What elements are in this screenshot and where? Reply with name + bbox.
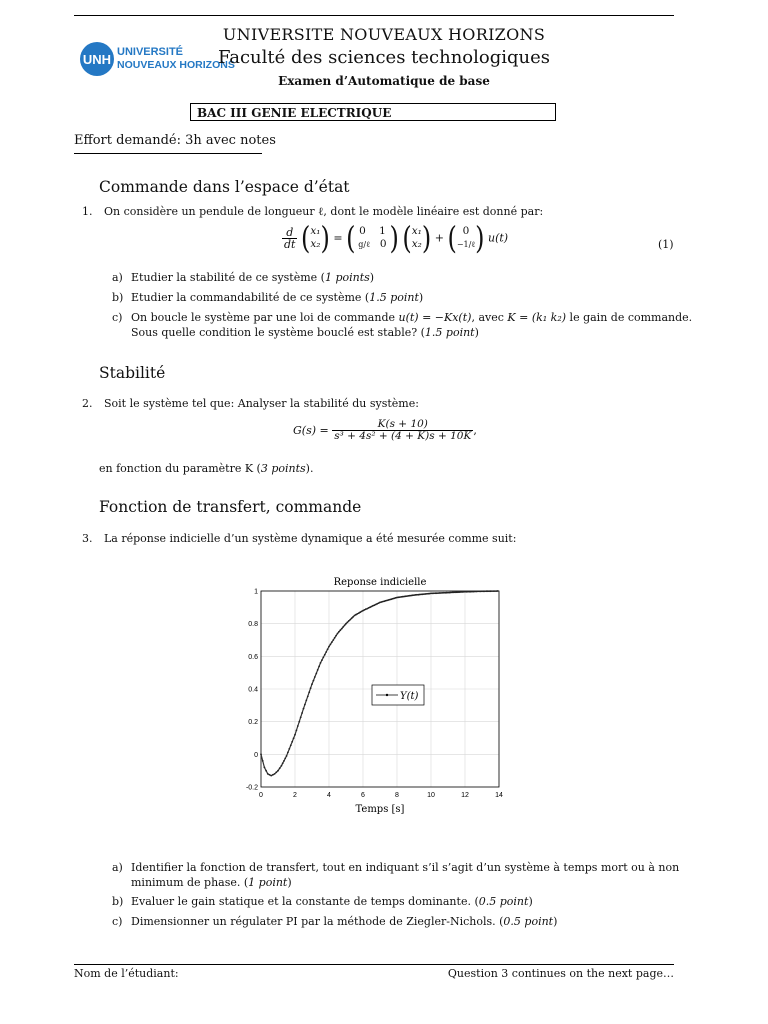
- data-point: [315, 673, 317, 675]
- q3b-label: b): [112, 895, 124, 908]
- matrix-a: 0 1 g/ℓ 0: [358, 225, 387, 250]
- derivative-operator: $\frac{d}{dt}$: [284, 225, 296, 251]
- tf-denominator: s³ + 4s² + (4 + K)s + 10K: [334, 430, 472, 442]
- data-point: [291, 741, 293, 743]
- data-point: [279, 767, 281, 769]
- x-tick-label: 6: [361, 792, 365, 799]
- y-tick-label: 0.4: [248, 686, 258, 694]
- data-point: [272, 774, 274, 776]
- chart-title: Reponse indicielle: [333, 577, 427, 588]
- data-point: [345, 623, 347, 625]
- data-point: [304, 704, 306, 706]
- data-point: [335, 635, 337, 637]
- data-point: [349, 619, 351, 621]
- data-point: [267, 773, 269, 775]
- y-tick-label: 0.8: [248, 621, 258, 629]
- q3a-line1: Identifier la fonction de transfert, tout en indiquant s’il s’agit d’un système à temps mort ou à non: [131, 861, 680, 874]
- x-tick-label: 10: [427, 792, 435, 799]
- footer-student-name: Nom de l’étudiant:: [74, 967, 179, 980]
- q3c-text: Dimensionner un régulater PI par la méthode de Ziegler-Nichols. (0.5 point): [131, 915, 558, 928]
- data-point: [314, 676, 316, 678]
- data-point: [275, 771, 277, 773]
- logo-line1: UNIVERSITÉ: [117, 46, 184, 58]
- data-point: [342, 626, 344, 628]
- class-box: BAC III GENIE ELECTRIQUE: [190, 103, 556, 121]
- data-point: [347, 621, 349, 623]
- step-response-chart: [235, 570, 525, 820]
- q1-number: 1.: [82, 205, 93, 218]
- x-tick-label: 2: [293, 792, 297, 799]
- x-tick-label: 14: [495, 792, 503, 799]
- data-point: [297, 725, 299, 727]
- data-point: [328, 646, 330, 648]
- q2-after: en fonction du paramètre K (3 points).: [99, 462, 314, 475]
- data-point: [298, 721, 300, 723]
- q1a-label: a): [112, 271, 123, 284]
- legend-label: Y(t): [400, 691, 419, 702]
- section-title-stability: Stabilité: [99, 364, 166, 382]
- data-point: [290, 744, 292, 746]
- effort-underline: [74, 153, 262, 154]
- data-point: [320, 662, 322, 664]
- data-point: [322, 657, 324, 659]
- x-tick-label: 8: [395, 792, 399, 799]
- transfer-function: G(s) = $\frac{K(s + 10)}{\text{s³ + 4s² + (4 + K)s + 10K}}$ ,: [293, 418, 477, 442]
- q2-number: 2.: [82, 397, 93, 410]
- data-point: [331, 641, 333, 643]
- data-point: [334, 637, 336, 639]
- data-point: [300, 716, 302, 718]
- eq-number: (1): [658, 238, 674, 251]
- x-axis-label: Temps [s]: [355, 804, 405, 815]
- exam-title: Examen d’Automatique de base: [278, 74, 490, 88]
- state-vector: x₁ x₂: [310, 225, 321, 250]
- y-tick-label: 0: [254, 751, 258, 759]
- data-point: [307, 696, 309, 698]
- data-point: [348, 620, 350, 622]
- data-point: [318, 666, 320, 668]
- data-point: [341, 628, 343, 630]
- top-rule: [74, 15, 674, 16]
- y-tick-label: 1: [254, 588, 258, 596]
- q3-text: La réponse indicielle d’un système dynamique a été mesurée comme suit:: [104, 532, 517, 545]
- data-point: [344, 624, 346, 626]
- q1-text: On considère un pendule de longueur ℓ, dont le modèle linéaire est donné par:: [104, 205, 544, 218]
- chart-legend: [372, 685, 424, 705]
- tf-numerator: K(s + 10): [332, 419, 473, 431]
- q3c-label: c): [112, 915, 123, 928]
- data-point: [321, 659, 323, 661]
- data-point: [301, 712, 303, 714]
- logo-initials: UNH: [82, 52, 112, 67]
- matrix-b: 0 −1/ℓ: [456, 225, 476, 249]
- section-title-state-space: Commande dans l’espace d’état: [99, 178, 350, 196]
- data-point: [352, 616, 354, 618]
- university-name: UNIVERSITE NOUVEAUX HORIZONS: [222, 25, 546, 44]
- data-point: [270, 775, 272, 777]
- q3a-label: a): [112, 861, 123, 874]
- data-point: [274, 773, 276, 775]
- data-point: [286, 755, 288, 757]
- data-point: [294, 734, 296, 736]
- q1a-text: Etudier la stabilité de ce système (1 points): [131, 271, 375, 284]
- data-point: [284, 758, 286, 760]
- data-point: [296, 730, 298, 732]
- data-point: [287, 752, 289, 754]
- data-point: [260, 753, 262, 755]
- data-point: [332, 639, 334, 641]
- data-point: [305, 700, 307, 702]
- data-point: [288, 748, 290, 750]
- q2-text: Soit le système tel que: Analyser la stabilité du système:: [104, 397, 419, 410]
- footer-continues: Question 3 continues on the next page…: [447, 967, 674, 980]
- effort-line: Effort demandé: 3h avec notes: [74, 133, 276, 148]
- data-point: [282, 762, 284, 764]
- data-point: [283, 760, 285, 762]
- q1c-line2: Sous quelle condition le système bouclé est stable? (1.5 point): [131, 326, 479, 339]
- q1b-text: Etudier la commandabilité de ce système (1.5 point): [131, 291, 424, 304]
- data-point: [269, 774, 271, 776]
- q3b-text: Evaluer le gain statique et la constante de temps dominante. (0.5 point): [131, 895, 533, 908]
- series-line: [261, 591, 499, 776]
- data-point: [324, 654, 326, 656]
- data-point: [264, 767, 266, 769]
- q1b-label: b): [112, 291, 124, 304]
- data-point: [313, 680, 315, 682]
- data-point: [308, 691, 310, 693]
- x-tick-label: 12: [461, 792, 469, 799]
- data-point: [497, 590, 499, 592]
- data-point: [281, 765, 283, 767]
- data-point: [339, 629, 341, 631]
- data-point: [265, 770, 267, 772]
- q1c-text: On boucle le système par une loi de commande u(t) = −Kx(t), avec K = (k₁ k₂) le gain de commande.: [131, 311, 693, 324]
- data-point: [277, 770, 279, 772]
- footer-rule: [74, 964, 674, 965]
- data-point: [325, 651, 327, 653]
- data-point: [327, 648, 329, 650]
- data-point: [303, 708, 305, 710]
- x-tick-label: 0: [259, 792, 263, 799]
- q3-number: 3.: [82, 532, 93, 545]
- data-point: [262, 760, 264, 762]
- faculty-name: Faculté des sciences technologiques: [217, 47, 551, 68]
- y-tick-label: 0.2: [248, 719, 258, 727]
- data-point: [317, 669, 319, 671]
- data-point: [293, 737, 295, 739]
- section-title-transfer: Fonction de transfert, commande: [99, 498, 362, 516]
- data-point: [337, 633, 339, 635]
- y-tick-label: -0.2: [245, 784, 258, 792]
- x-tick-label: 4: [327, 792, 331, 799]
- state-equation: $\frac{d}{dt}$ (x₁ x₂) = ( 0 1 g/ℓ 0 ) (x₁ x₂) + ( 0 −1/ℓ) u(t): [284, 219, 509, 257]
- data-point: [351, 617, 353, 619]
- data-point: [311, 683, 313, 685]
- q3a-line2: minimum de phase. (1 point): [131, 876, 292, 889]
- data-point: [338, 631, 340, 633]
- y-tick-label: 0.6: [248, 653, 258, 661]
- q1c-label: c): [112, 311, 123, 324]
- logo-line2: NOUVEAUX HORIZONS: [117, 59, 235, 71]
- data-point: [330, 644, 332, 646]
- data-point: [310, 687, 312, 689]
